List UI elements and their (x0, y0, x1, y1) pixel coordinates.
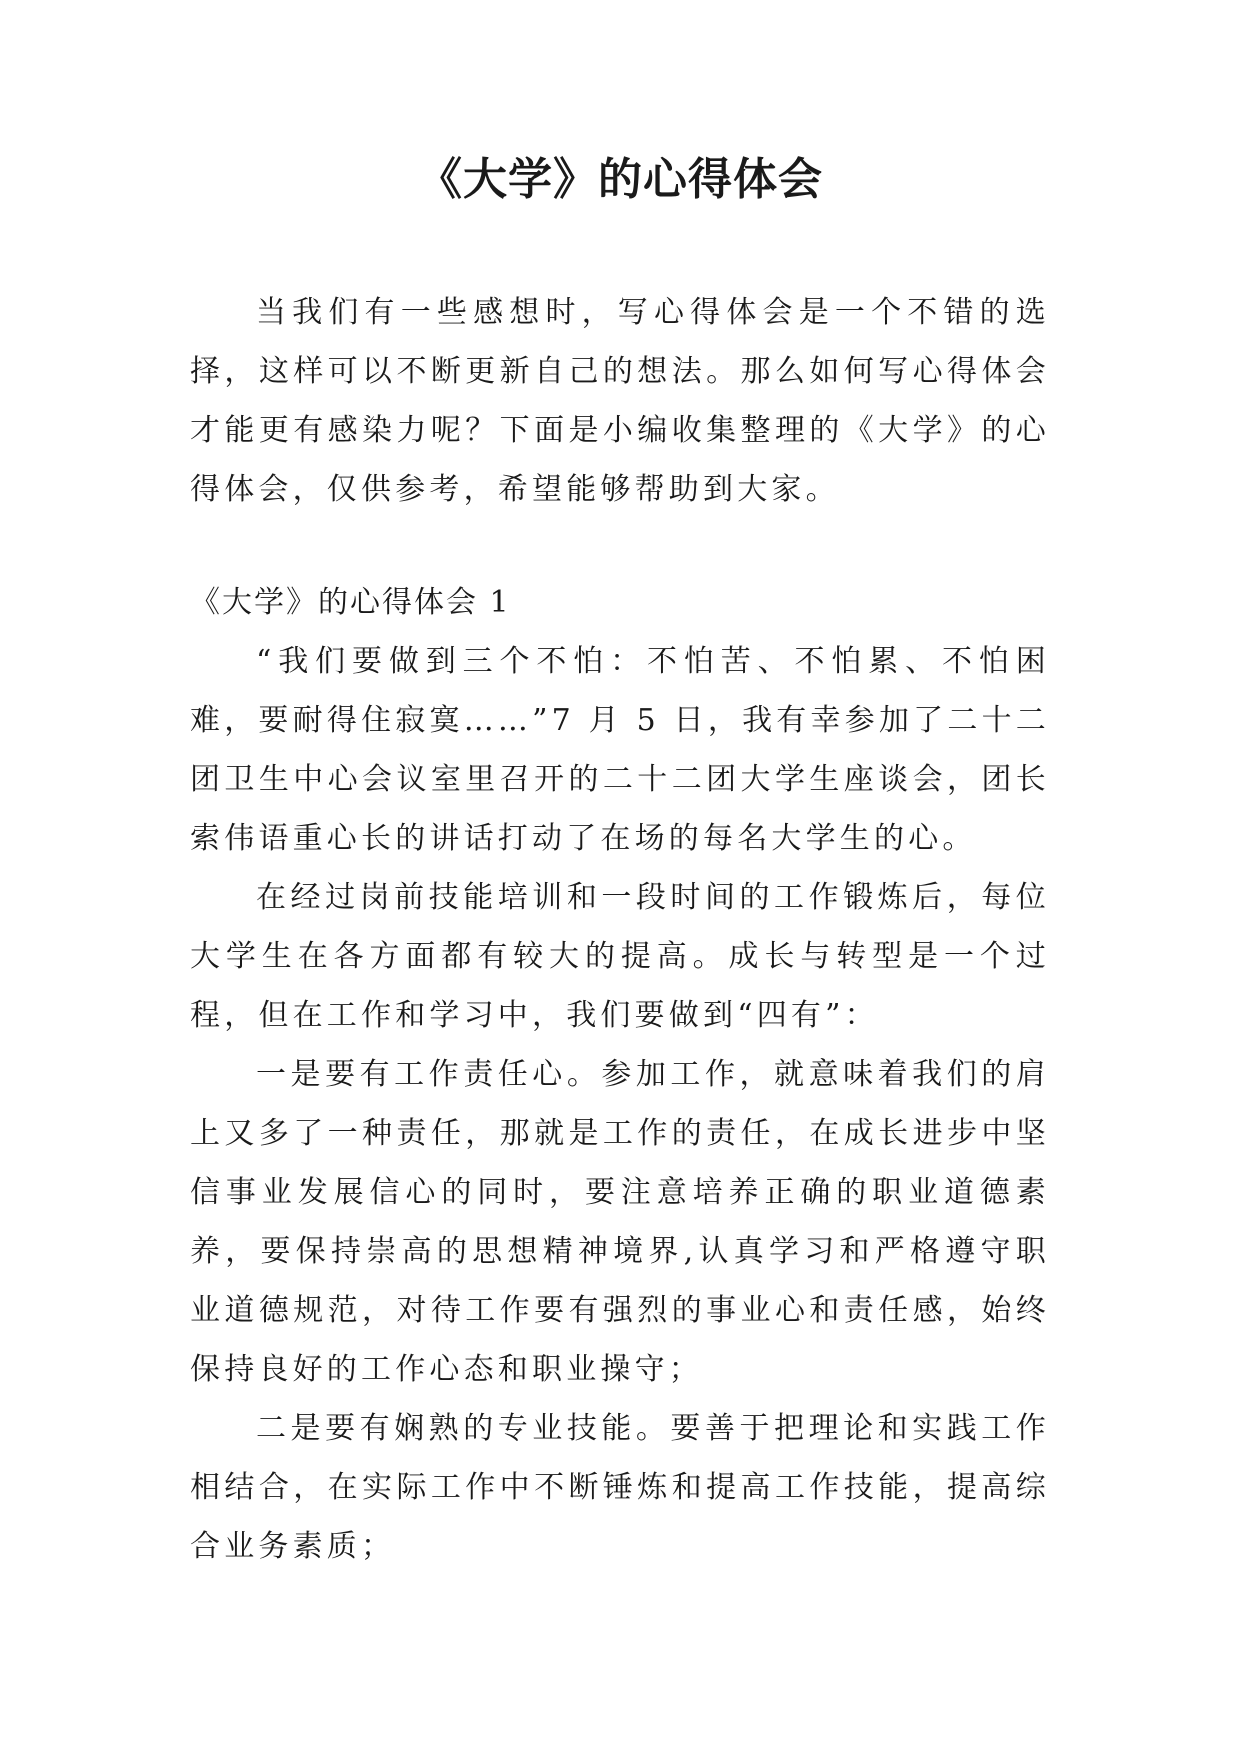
intro-paragraph: 当我们有一些感想时，写心得体会是一个不错的选择，这样可以不断更新自己的想法。那么如何写心得体会才能更有感染力呢？下面是小编收集整理的《大学》的心得体会，仅供参考，希望能够帮助到大家。 (190, 295, 1050, 507)
body-paragraph-3: 一是要有工作责任心。参加工作，就意味着我们的肩上又多了一种责任，那就是工作的责任，在成长进步中坚信事业发展信心的同时，要注意培养正确的职业道德素养，要保持崇高的思想精神境界,认真学习和严格遵守职业道德规范，对待工作要有强烈的事业心和责任感，始终保持良好的工作心态和职业操守； (190, 1057, 1050, 1387)
intro-section (190, 283, 1050, 519)
body-paragraph-1: “我们要做到三个不怕：不怕苦、不怕累、不怕困难，要耐得住寂寞……”7 月 5 日，我有幸参加了二十二团卫生中心会议室里召开的二十二团大学生座谈会，团长索伟语重心长的讲话打动了在场的每名大学生的心。 (190, 644, 1050, 856)
body-paragraph-4: 二是要有娴熟的专业技能。要善于把理论和实践工作相结合，在实际工作中不断锤炼和提高工作技能，提高综合业务素质； (190, 1411, 1050, 1564)
section-heading: 《大学》的心得体会 1 (190, 585, 511, 620)
body-paragraph-2: 在经过岗前技能培训和一段时间的工作锻炼后，每位大学生在各方面都有较大的提高。成长与转型是一个过程，但在工作和学习中，我们要做到“四有”： (190, 880, 1050, 1033)
section-1 (190, 573, 1050, 1576)
document-title: 《大学》的心得体会 (418, 154, 823, 205)
